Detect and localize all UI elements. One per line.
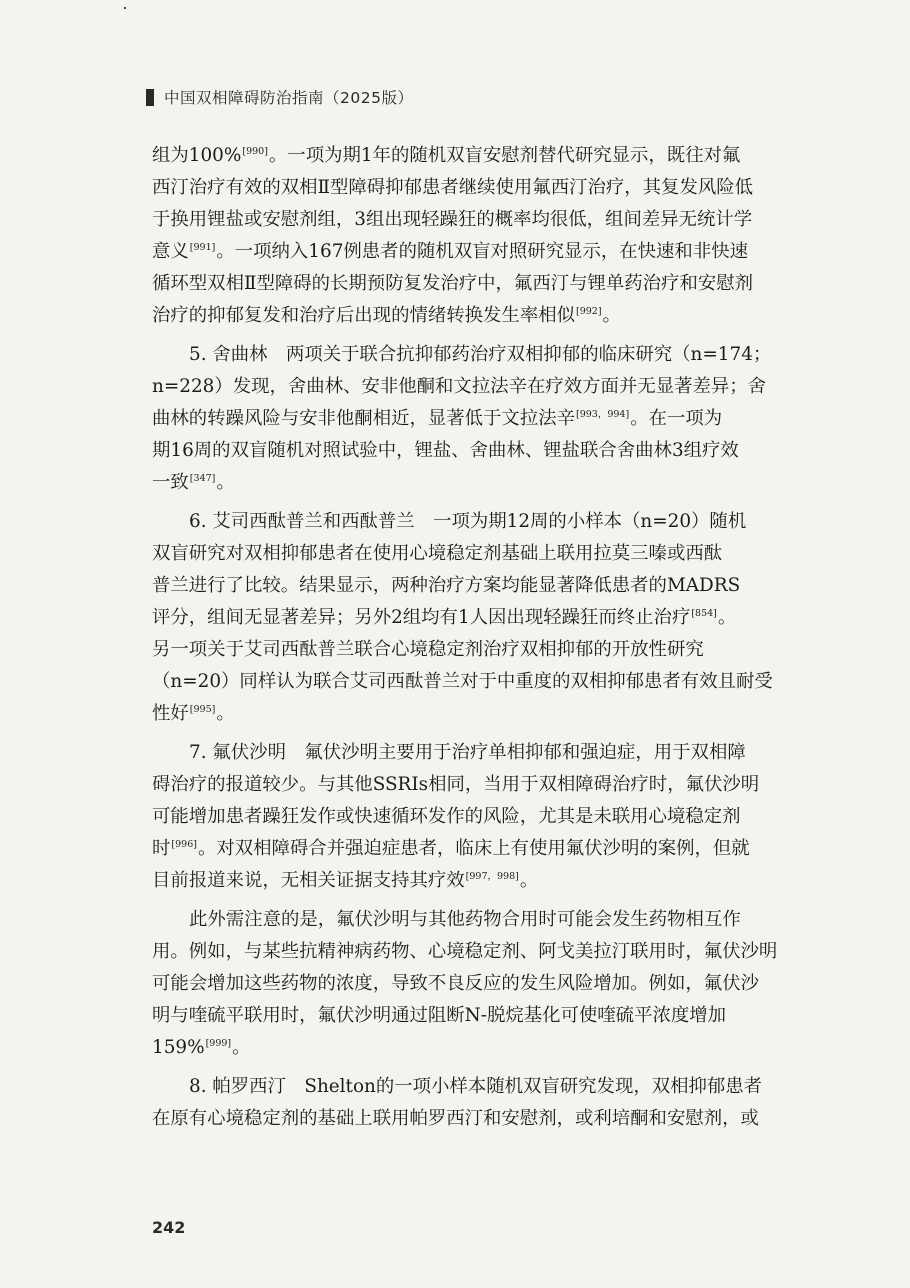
text-line xyxy=(152,968,808,1000)
line-text-after: 。 xyxy=(232,1037,251,1058)
line-text: 目前报道来说，无相关证据支持其疗效 xyxy=(152,870,465,891)
text-line xyxy=(152,666,808,698)
line-text: 西汀治疗有效的双相Ⅱ型障碍抑郁患者继续使用氟西汀治疗，其复发风险低 xyxy=(152,177,754,198)
header-bar-icon xyxy=(146,89,154,106)
line-text: （n=20）同样认为联合艾司西酞普兰对于中重度的双相抑郁患者有效且耐受 xyxy=(152,671,773,692)
line-text-after: 。 xyxy=(216,472,235,493)
line-text: n=228）发现，舍曲林、安非他酮和文拉法辛在疗效方面并无显著差异；舍 xyxy=(152,376,767,397)
citation-ref: [995] xyxy=(189,703,216,715)
line-text: 用。例如，与某些抗精神病药物、心境稳定剂、阿戈美拉汀联用时，氟伏沙明 xyxy=(152,941,778,962)
page-number: 242 xyxy=(152,1218,186,1237)
text-line xyxy=(152,204,808,236)
line-text: 普兰进行了比较。结果显示，两种治疗方案均能显著降低患者的MADRS xyxy=(152,575,741,596)
line-text-after: 。 xyxy=(519,870,539,891)
text-line xyxy=(152,172,808,204)
line-text: 评分，组间无显著差异；另外2组均有1人因出现轻躁狂而终止治疗 xyxy=(152,607,691,628)
citation-ref: [991] xyxy=(189,241,216,253)
citation-ref: [999] xyxy=(205,1037,232,1049)
text-line xyxy=(152,236,808,268)
line-text-after: 。 xyxy=(602,305,621,326)
text-line xyxy=(152,1071,808,1103)
line-text: 在原有心境稳定剂的基础上联用帕罗西汀和安慰剂，或利培酮和安慰剂，或 xyxy=(152,1108,759,1129)
text-line xyxy=(152,467,808,499)
text-line xyxy=(152,403,808,435)
text-line xyxy=(152,435,808,467)
text-line xyxy=(152,268,808,300)
citation-ref: [347] xyxy=(189,472,216,484)
text-line xyxy=(152,371,808,403)
citation-ref: [990] xyxy=(242,145,268,157)
line-text-after: 。 xyxy=(216,703,235,724)
line-text: 可能会增加这些药物的浓度，导致不良反应的发生风险增加。例如，氟伏沙 xyxy=(152,973,759,994)
line-text: 5. 舍曲林 两项关于联合抗抑郁药治疗双相抑郁的临床研究（n=174； xyxy=(189,344,772,365)
text-line xyxy=(152,538,808,570)
line-text: 组为100% xyxy=(152,145,242,166)
citation-ref: [854] xyxy=(691,607,717,619)
text-line xyxy=(152,506,808,538)
text-line xyxy=(152,300,808,332)
line-text-after: 。对双相障碍合并强迫症患者，临床上有使用氟伏沙明的案例，但就 xyxy=(197,838,750,859)
line-text: 可能增加患者躁狂发作或快速循环发作的风险，尤其是未联用心境稳定剂 xyxy=(152,806,741,827)
line-text: 另一项关于艾司西酞普兰联合心境稳定剂治疗双相抑郁的开放性研究 xyxy=(152,639,704,660)
citation-ref: [996] xyxy=(171,838,197,850)
text-line xyxy=(152,833,808,865)
text-line xyxy=(152,602,808,634)
line-text: 一致 xyxy=(152,472,189,493)
line-text: 此外需注意的是，氟伏沙明与其他药物合用时可能会发生药物相互作 xyxy=(189,909,741,930)
line-text: 性好 xyxy=(152,703,189,724)
line-text: 159% xyxy=(152,1037,205,1058)
line-text-after: 。一项为期1年的随机双盲安慰剂替代研究显示，既往对氟 xyxy=(268,145,741,166)
text-line xyxy=(152,570,808,602)
line-text: 6. 艾司西酞普兰和西酞普兰 一项为期12周的小样本（n=20）随机 xyxy=(189,511,747,532)
text-line xyxy=(152,140,808,172)
line-text: 明与喹硫平联用时，氟伏沙明通过阻断N-脱烷基化可使喹硫平浓度增加 xyxy=(152,1005,727,1026)
line-text: 治疗的抑郁复发和治疗后出现的情绪转换发生率相似 xyxy=(152,305,575,326)
text-line xyxy=(152,737,808,769)
scan-speck xyxy=(124,7,126,9)
line-text: 8. 帕罗西汀 Shelton的一项小样本随机双盲研究发现，双相抑郁患者 xyxy=(189,1076,763,1097)
line-text: 曲林的转躁风险与安非他酮相近，显著低于文拉法辛 xyxy=(152,408,575,429)
line-text: 于换用锂盐或安慰剂组，3组出现轻躁狂的概率均很低，组间差异无统计学 xyxy=(152,209,753,230)
header-title: 中国双相障碍防治指南（2025版） xyxy=(164,89,414,107)
citation-ref: [992] xyxy=(576,305,602,317)
line-text: 碍治疗的报道较少。与其他SSRIs相同，当用于双相障碍治疗时，氟伏沙明 xyxy=(152,774,760,795)
line-text: 意义 xyxy=(152,241,189,262)
text-line xyxy=(152,339,808,371)
text-line xyxy=(152,634,808,666)
line-text: 循环型双相Ⅱ型障碍的长期预防复发治疗中，氟西汀与锂单药治疗和安慰剂 xyxy=(152,273,754,294)
text-line xyxy=(152,1032,808,1064)
body-text xyxy=(152,140,808,1135)
text-line xyxy=(152,1000,808,1032)
citation-ref: [993，994] xyxy=(576,408,630,420)
text-line xyxy=(152,936,808,968)
text-line xyxy=(152,769,808,801)
citation-ref: [997，998] xyxy=(465,870,519,882)
text-line xyxy=(152,801,808,833)
line-text: 时 xyxy=(152,838,171,859)
line-text-after: 。在一项为 xyxy=(630,408,723,429)
text-line xyxy=(152,1103,808,1135)
line-text-after: 。 xyxy=(717,607,737,628)
text-line xyxy=(152,904,808,936)
text-line xyxy=(152,865,808,897)
line-text: 双盲研究对双相抑郁患者在使用心境稳定剂基础上联用拉莫三嗪或西酞 xyxy=(152,543,723,564)
text-line xyxy=(152,698,808,730)
running-header xyxy=(146,86,413,108)
line-text: 期16周的双盲随机对照试验中，锂盐、舍曲林、锂盐联合舍曲林3组疗效 xyxy=(152,440,739,461)
line-text: 7. 氟伏沙明 氟伏沙明主要用于治疗单相抑郁和强迫症，用于双相障 xyxy=(189,742,746,763)
line-text-after: 。一项纳入167例患者的随机双盲对照研究显示，在快速和非快速 xyxy=(216,241,748,262)
